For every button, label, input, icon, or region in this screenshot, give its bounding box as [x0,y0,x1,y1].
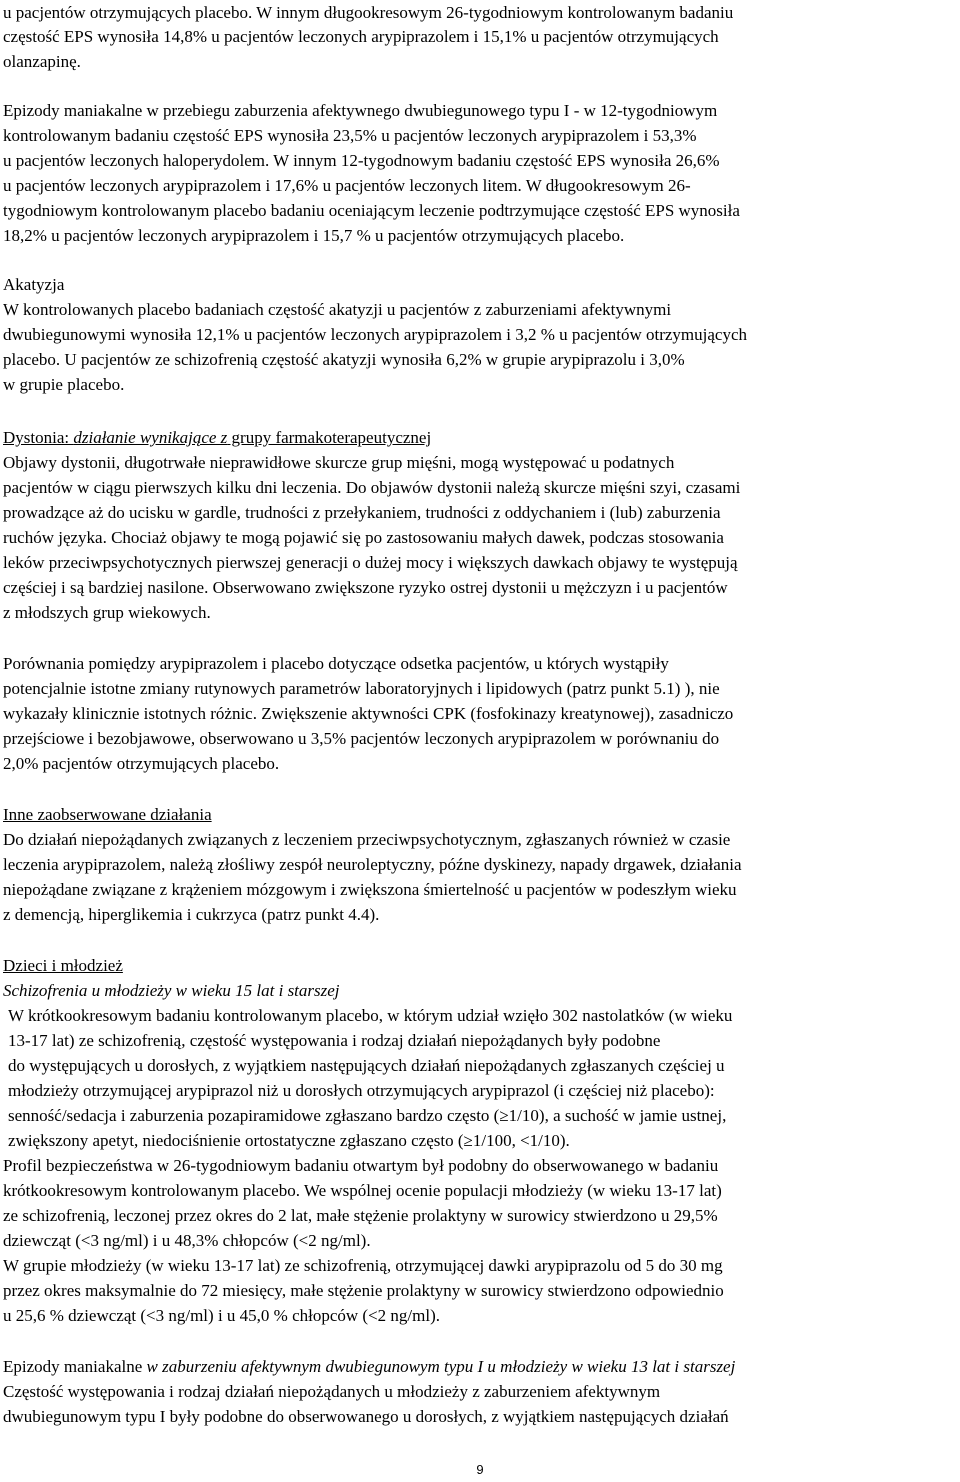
page-number: 9 [476,1462,484,1477]
text-line: dziewcząt (<3 ng/ml) i u 48,3% chłopców (<2 ng/ml). [3,1231,371,1250]
text-line: kontrolowanym badaniu częstość EPS wynosiła 23,5% u pacjentów leczonych arypiprazolem i 53,3% [3,126,697,145]
text-line: placebo. U pacjentów ze schizofrenią częstość akatyzji wynosiła 6,2% w grupie arypiprazolu i 3,0% [3,350,685,369]
text-line: w grupie placebo. [3,375,125,394]
section-heading-dystonia [3,427,431,449]
text-line: niepożądane związane z krążeniem mózgowym i zwiększona śmiertelność u pacjentów w podeszłym wieku [3,880,737,899]
text-line: tygodniowym kontrolowanym placebo badaniu oceniającym leczenie podtrzymujące częstość EPS wynosiła [3,201,740,220]
text-line: 18,2% u pacjentów leczonych arypiprazolem i 15,7 % u pacjentów otrzymujących placebo. [3,226,625,245]
section-heading-dzieci: Dzieci i młodzież [3,956,123,975]
text-line: prowadzące aż do ucisku w gardle, trudności z przełykaniem, trudności z oddychaniem i (lub) zaburzenia [3,503,721,522]
text-line: u pacjentów leczonych haloperydolem. W innym 12-tygodnowym badaniu częstość EPS wynosiła 26,6% [3,151,720,170]
section-heading-akatyzja: Akatyzja [3,275,65,294]
text-line: senność/sedacja i zaburzenia pozapiramidowe zgłaszano bardzo często (≥1/10), a suchość w jamie ustnej, [8,1106,727,1125]
text-line: Objawy dystonii, długotrwałe nieprawidłowe skurcze grup mięśni, mogą występować u podatnych [3,453,675,472]
section-heading-inne: Inne zaobserwowane działania [3,805,212,824]
text-line: częstość EPS wynosiła 14,8% u pacjentów leczonych arypiprazolem i 15,1% u pacjentów otrzymujących [3,27,719,46]
text-line: częściej i są bardziej nasilone. Obserwowano zwiększone ryzyko ostrej dystonii u mężczyzn i u pacjentów [3,578,728,597]
text-line: dwubiegunowymi wynosiła 12,1% u pacjentów leczonych arypiprazolem i 3,2 % u pacjentów otrzymujących [3,325,748,344]
text-line: Do działań niepożądanych związanych z leczeniem przeciwpsychotycznym, zgłaszanych również w czasie [3,830,731,849]
text-line: dwubiegunowym typu I były podobne do obserwowanego u dorosłych, z wyjątkiem następujących działań [3,1407,729,1426]
text-line: Porównania pomiędzy arypiprazolem i placebo dotyczące odsetka pacjentów, u których wystąpiły [3,654,669,673]
text-line: u 25,6 % dziewcząt (<3 ng/ml) i u 45,0 % chłopców (<2 ng/ml). [3,1306,440,1325]
text-line: ze schizofrenią, leczonej przez okres do 2 lat, małe stężenie prolaktyny w surowicy stwierdzono u 29,5% [3,1206,718,1225]
text-line: z demencją, hiperglikemia i cukrzyca (patrz punkt 4.4). [3,905,380,924]
heading-part: grupy farmakoterapeutycznej [227,428,432,447]
text-line: Profil bezpieczeństwa w 26-tygodniowym badaniu otwartym był podobny do obserwowanego w badaniu [3,1156,719,1175]
heading-part-italic: działanie wynikające z [73,428,228,447]
text-line: Epizody maniakalne w przebiegu zaburzenia afektywnego dwubiegunowego typu I - w 12-tygodniowym [3,101,718,120]
text-line: W grupie młodzieży (w wieku 13-17 lat) ze schizofrenią, otrzymującej dawki arypiprazolu od 5 do 30 mg [3,1256,723,1275]
text-line: leków przeciwpsychotycznych pierwszej generacji o dużej mocy i większych dawkach objawy te występują [3,553,738,572]
text-line: W krótkookresowym badaniu kontrolowanym placebo, w którym udział wzięło 302 nastolatków (w wieku [8,1006,733,1025]
text-line: pacjentów w ciągu pierwszych kilku dni leczenia. Do objawów dystonii należą skurcze mięśni szyi, czasami [3,478,741,497]
text-line: przejściowe i bezobjawowe, obserwowano u 3,5% pacjentów leczonych arypiprazolem w porównaniu do [3,729,720,748]
text-line: 2,0% pacjentów otrzymujących placebo. [3,754,280,773]
heading-part: Epizody maniakalne [3,1357,147,1376]
text-line: młodzieży otrzymującej arypiprazol niż u dorosłych otrzymujących arypiprazol (i częściej niż placebo): [8,1081,715,1100]
text-line: przez okres maksymalnie do 72 miesięcy, małe stężenie prolaktyny w surowicy stwierdzono odpowiednio [3,1281,724,1300]
text-line: zwiększony apetyt, niedociśnienie ortostatyczne zgłaszano często (≥1/100, <1/10). [8,1131,570,1150]
text-line: wykazały klinicznie istotnych różnic. Zwiększenie aktywności CPK (fosfokinazy kreatynowej), zasadniczo [3,704,734,723]
heading-part: Dystonia: [3,428,74,447]
text-line: u pacjentów otrzymujących placebo. W innym długookresowym 26-tygodniowym kontrolowanym badaniu [3,3,734,22]
text-line: W kontrolowanych placebo badaniach częstość akatyzji u pacjentów z zaburzeniami afektywnymi [3,300,672,319]
text-line: krótkookresowym kontrolowanym placebo. We wspólnej ocenie populacji młodzieży (w wieku 13-17 lat) [3,1181,722,1200]
text-line: potencjalnie istotne zmiany rutynowych parametrów laboratoryjnych i lipidowych (patrz punkt 5.1) ), nie [3,679,720,698]
text-line: leczenia arypiprazolem, należą złośliwy zespół neuroleptyczny, późne dyskinezy, napady drgawek, działania [3,855,742,874]
text-line: olanzapinę. [3,52,81,71]
text-line: 13-17 lat) ze schizofrenią, częstość występowania i rodzaj działań niepożądanych były podobne [8,1031,661,1050]
subsection-heading [3,1356,735,1378]
text-line: u pacjentów leczonych arypiprazolem i 17,6% u pacjentów leczonych litem. W długookresowym 26- [3,176,691,195]
text-line: z młodszych grup wiekowych. [3,603,211,622]
text-line: ruchów języka. Chociaż objawy te mogą pojawić się po zastosowaniu małych dawek, podczas stosowania [3,528,724,547]
subsection-heading: Schizofrenia u młodzieży w wieku 15 lat i starszej [3,981,340,1000]
text-line: Częstość występowania i rodzaj działań niepożądanych u młodzieży z zaburzeniem afektywnym [3,1382,661,1401]
text-line: do występujących u dorosłych, z wyjątkiem następujących działań niepożądanych zgłaszanych częściej u [8,1056,725,1075]
heading-part-italic: w zaburzeniu afektywnym dwubiegunowym typu I u młodzieży w wieku 13 lat i starszej [146,1357,736,1376]
